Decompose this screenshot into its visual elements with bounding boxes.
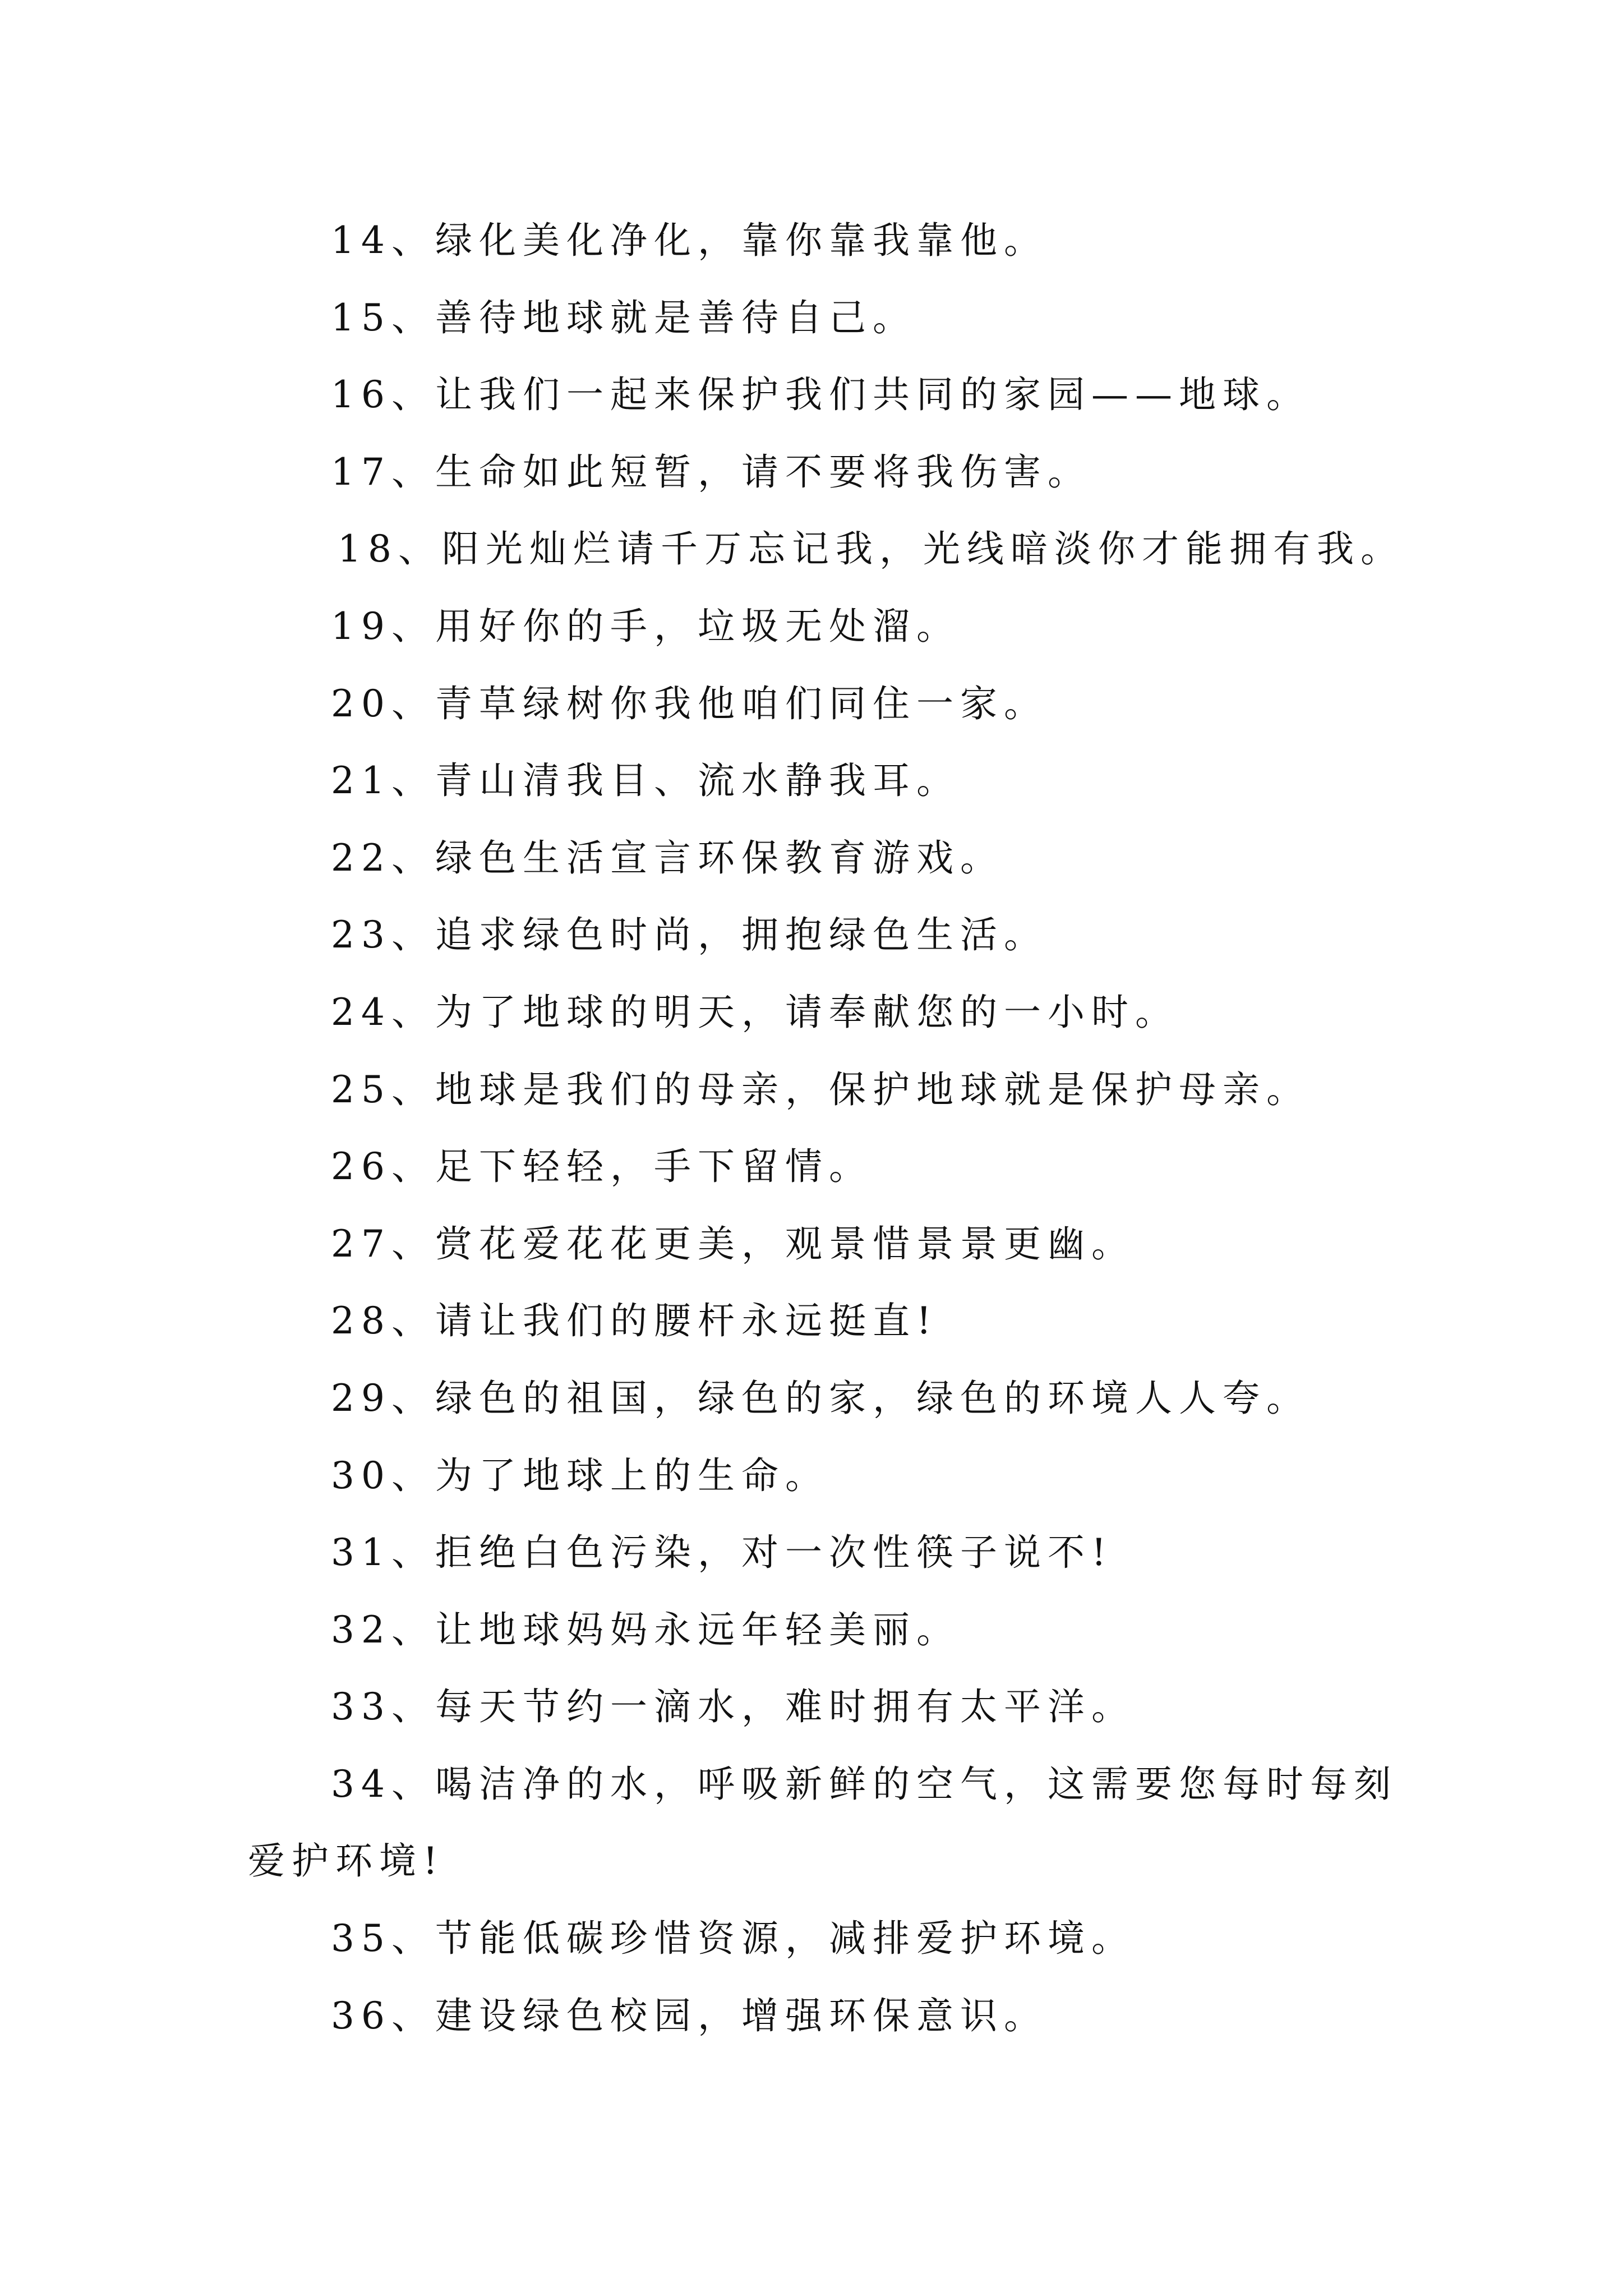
list-item: 32、让地球妈妈永远年轻美丽。 xyxy=(331,1608,960,1651)
list-item: 14、绿化美化净化，靠你靠我靠他。 xyxy=(331,219,1048,262)
list-item: 33、每天节约一滴水，难时拥有太平洋。 xyxy=(331,1685,1135,1729)
list-item: 25、地球是我们的母亲，保护地球就是保护母亲。 xyxy=(331,1068,1310,1111)
list-item: 23、追求绿色时尚，拥抱绿色生活。 xyxy=(331,913,1048,957)
list-item: 19、用好你的手，垃圾无处溜。 xyxy=(331,604,960,648)
list-item: 30、为了地球上的生命。 xyxy=(331,1453,829,1497)
slogan-list xyxy=(248,202,1404,2054)
list-item: 22、绿色生活宣言环保教育游戏。 xyxy=(331,836,1004,880)
list-item: 27、赏花爱花花更美，观景惜景景更幽。 xyxy=(331,1222,1135,1266)
list-item: 31、拒绝白色污染，对一次性筷子说不! xyxy=(331,1531,1113,1575)
list-item: 36、建设绿色校园，增强环保意识。 xyxy=(331,1994,1048,2037)
list-item: 18、阳光灿烂请千万忘记我，光线暗淡你才能拥有我。 xyxy=(338,527,1404,571)
list-item: 28、请让我们的腰杆永远挺直! xyxy=(331,1299,938,1343)
list-item: 26、足下轻轻，手下留情。 xyxy=(331,1145,873,1189)
list-item: 17、生命如此短暂，请不要将我伤害。 xyxy=(331,450,1091,494)
list-item: 34、喝洁净的水，呼吸新鲜的空气，这需要您每时每刻 xyxy=(331,1762,1398,1806)
list-item-continuation: 爱护环境! xyxy=(248,1839,445,1883)
list-item: 16、让我们一起来保护我们共同的家园——地球。 xyxy=(331,373,1310,417)
list-item: 20、青草绿树你我他咱们同住一家。 xyxy=(331,682,1048,725)
list-item: 15、善待地球就是善待自己。 xyxy=(331,296,916,339)
list-item: 35、节能低碳珍惜资源，减排爱护环境。 xyxy=(331,1917,1135,1961)
list-item: 29、绿色的祖国，绿色的家，绿色的环境人人夸。 xyxy=(331,1376,1310,1420)
list-item: 21、青山清我目、流水静我耳。 xyxy=(331,759,960,803)
list-item: 24、为了地球的明天，请奉献您的一小时。 xyxy=(331,990,1179,1034)
